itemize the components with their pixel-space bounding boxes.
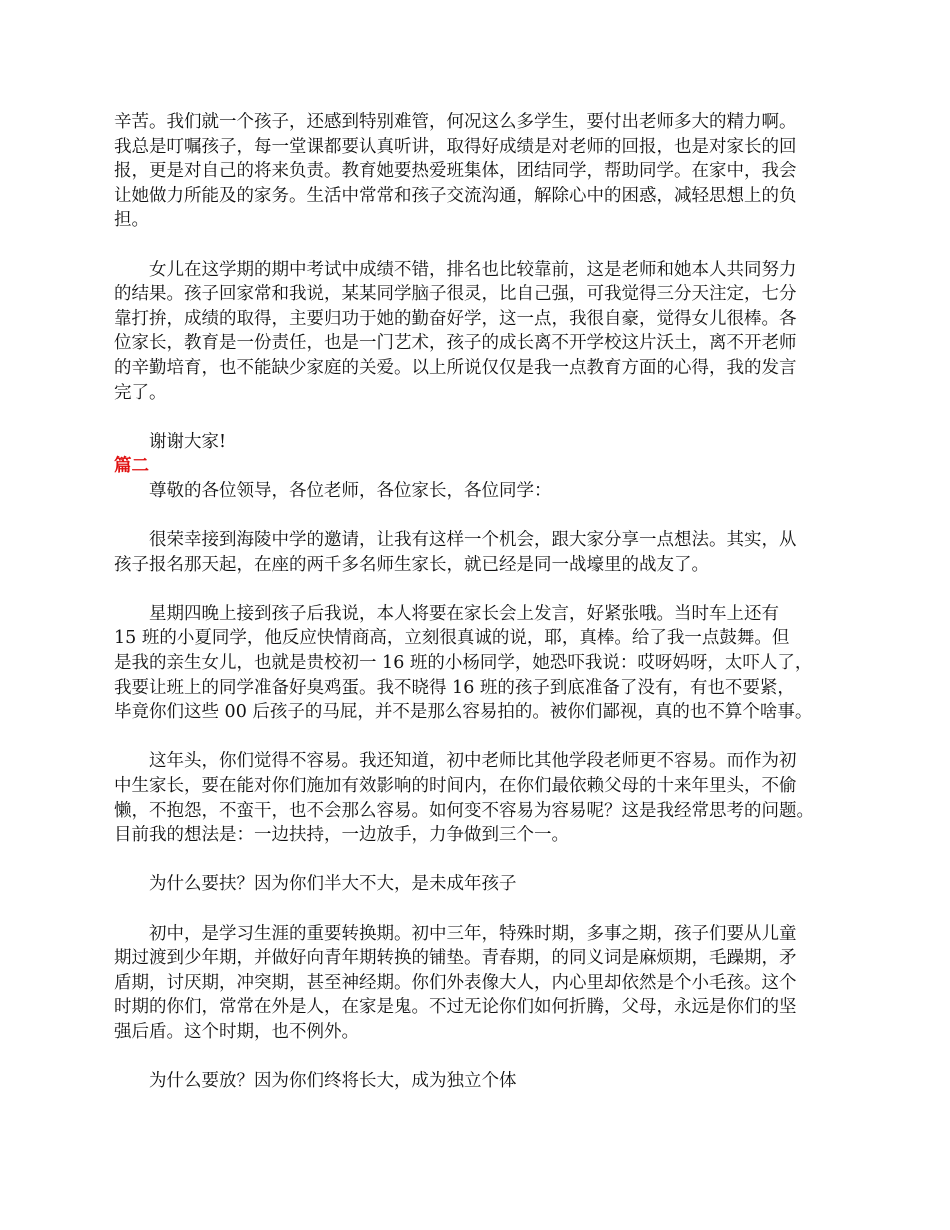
text-line: 15 班的小夏同学，他反应快情商高，立刻很真诚的说，耶，真棒。给了我一点鼓舞。但 — [114, 628, 790, 649]
paragraph — [114, 872, 850, 897]
paragraph-spacer — [114, 405, 850, 430]
paragraph-spacer — [114, 1045, 850, 1070]
text-line: 懒，不抱怨，不蛮干，也不会那么容易。如何变不容易为容易呢？这是我经常思考的问题。 — [114, 800, 814, 821]
text-line: 为什么要扶？因为你们半大不大，是未成年孩子 — [149, 874, 517, 895]
paragraph — [114, 749, 850, 847]
text-line: 谢谢大家! — [149, 431, 227, 452]
text-line: 辛苦。我们就一个孩子，还感到特别难管，何况这么多学生，要付出老师多大的精力啊。 — [114, 112, 797, 132]
text-line: 位家长，教育是一份责任，也是一门艺术，孩子的成长离不开学校这片沃土，离不开老师 — [114, 333, 797, 354]
text-line: 为什么要放？因为你们终将长大，成为独立个体 — [149, 1071, 517, 1092]
section-heading: 篇二 — [114, 456, 149, 477]
paragraph-spacer — [114, 725, 850, 750]
paragraph-spacer — [114, 848, 850, 873]
text-line: 星期四晚上接到孩子后我说，本人将要在家长会上发言，好紧张哦。当时车上还有 — [149, 603, 779, 624]
text-line: 中生家长，要在能对你们施加有效影响的时间内，在你们最依赖父母的十来年里头，不偷 — [114, 776, 797, 797]
paragraph — [114, 602, 850, 725]
text-line: 很荣幸接到海陵中学的邀请，让我有这样一个机会，跟大家分享一点想法。其实，从 — [149, 530, 797, 551]
text-line: 完了。 — [114, 382, 167, 403]
text-line: 的结果。孩子回家常和我说，某某同学脑子很灵，比自己强，可我觉得三分天注定，七分 — [114, 284, 797, 305]
paragraph — [114, 528, 850, 577]
text-line: 这年头，你们觉得不容易。我还知道，初中老师比其他学段老师更不容易。而作为初 — [149, 751, 797, 772]
text-line: 强后盾。这个时期，也不例外。 — [114, 1021, 359, 1042]
paragraph — [114, 258, 850, 406]
text-line: 尊敬的各位领导，各位老师，各位家长，各位同学： — [149, 480, 552, 501]
text-line: 担。 — [114, 210, 149, 231]
paragraph-spacer — [114, 233, 850, 258]
paragraph — [114, 479, 850, 504]
text-line: 初中，是学习生涯的重要转换期。初中三年，特殊时期，多事之期，孩子们要从儿童 — [149, 923, 797, 944]
text-line: 我要让班上的同学准备好臭鸡蛋。我不晓得 16 班的孩子到底准备了没有，有也不要紧， — [114, 677, 795, 698]
paragraph-spacer — [114, 577, 850, 602]
text-line: 期过渡到少年期，并做好向青年期转换的铺垫。青春期，的同义词是麻烦期，毛躁期，矛 — [114, 948, 797, 969]
text-line: 的辛勤培育，也不能缺少家庭的关爱。以上所说仅仅是我一点教育方面的心得，我的发言 — [114, 357, 797, 378]
text-line: 让她做力所能及的家务。生活中常常和孩子交流沟通，解除心中的困惑，减轻思想上的负 — [114, 185, 797, 206]
text-line: 报，更是对自己的将来负责。教育她要热爱班集体，团结同学，帮助同学。在家中，我会 — [114, 161, 797, 182]
text-line: 盾期，讨厌期，冲突期，甚至神经期。你们外表像大人，内心里却依然是个小毛孩。这个 — [114, 972, 797, 993]
document-body — [114, 110, 850, 1094]
paragraph — [114, 430, 850, 455]
text-line: 靠打拚，成绩的取得，主要归功于她的勤奋好学，这一点，我很自豪，觉得女儿很棒。各 — [114, 308, 797, 329]
paragraph-spacer — [114, 504, 850, 529]
text-line: 毕竟你们这些 00 后孩子的马屁，并不是那么容易拍的。被你们鄙视，真的也不算个啥事。 — [114, 702, 813, 723]
text-line: 我总是叮嘱孩子，每一堂课都要认真听讲，取得好成绩是对老师的回报，也是对家长的回 — [114, 136, 797, 157]
paragraph — [114, 922, 850, 1045]
text-line: 目前我的想法是：一边扶持，一边放手，力争做到三个一。 — [114, 825, 569, 846]
text-line: 是我的亲生女儿，也就是贵校初一 16 班的小杨同学，她恐吓我说：哎呀妈呀，太吓人了， — [114, 653, 813, 674]
paragraph — [114, 1069, 850, 1094]
paragraph — [114, 110, 850, 233]
text-line: 女儿在这学期的期中考试中成绩不错，排名也比较靠前，这是老师和她本人共同努力 — [149, 259, 797, 280]
paragraph-spacer — [114, 897, 850, 922]
text-line: 时期的你们，常常在外是人，在家是鬼。不过无论你们如何折腾，父母，永远是你们的坚 — [114, 997, 797, 1018]
text-line: 孩子报名那天起，在座的两千多名师生家长，就已经是同一战壕里的战友了。 — [114, 554, 709, 575]
